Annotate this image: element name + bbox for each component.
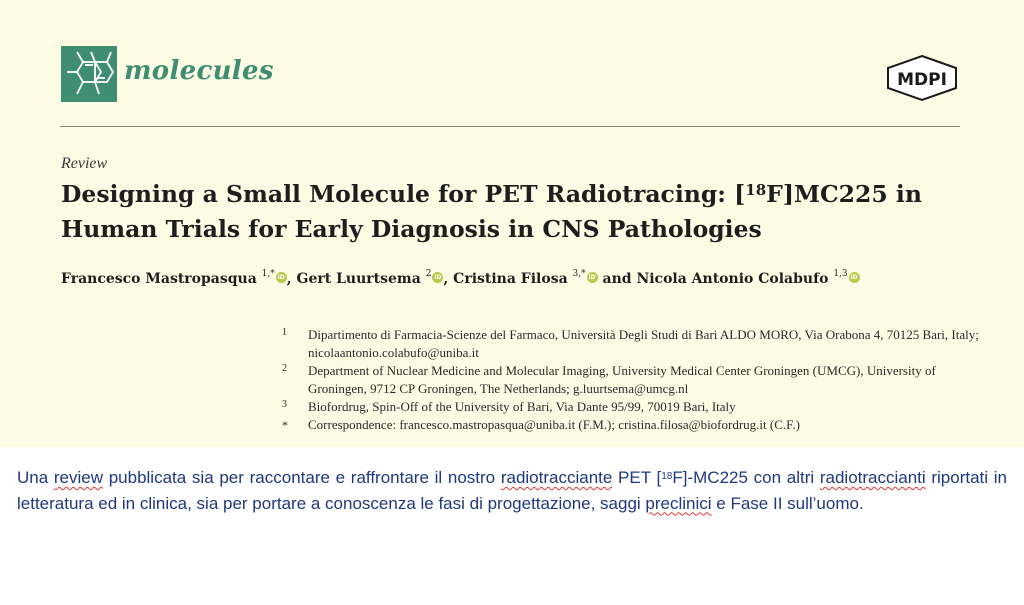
caption-segment: Una [17,468,54,487]
affiliation-mark: 2 [282,363,287,374]
caption-segment: pubblicata sia per raccontare e raffrontare il nostro [103,468,501,487]
affiliation-item [282,326,982,362]
orcid-icon[interactable]: iD [850,273,858,281]
caption-segment: e Fase II sull’uomo. [711,493,864,513]
affiliation-text: Department of Nuclear Medicine and Molecular Imaging, University Medical Center Groningen (UMCG), University of Groningen, 9712 CP Groningen, The Netherlands; g.luurtsema@umcg.nl [308,363,936,396]
author-list [61,271,981,287]
affiliation-item [282,362,982,398]
caption-segment: riportati in letteratura ed in clinica, sia per portare a conoscenza le fasi di progettazione, saggi [17,468,1007,513]
caption-text [17,465,1007,516]
spellcheck-word: radiotraccianti [819,468,926,487]
orcid-icon[interactable]: iD [588,273,596,281]
author-separator: , [286,271,297,287]
author-affiliation-mark: 2 [425,269,432,279]
affiliation-text: Dipartimento di Farmacia-Scienze del Farmaco, Università Degli Studi di Bari ALDO MORO, Via Orabona 4, 70125 Bari, Italy; nicolaantonio.colabufo@uniba.it [308,327,979,360]
molecules-logo-icon [61,46,117,102]
journal-name: molecules [124,56,274,86]
publisher-name: MDPI [897,70,947,90]
spellcheck-word: preclinici [645,493,712,513]
author: Francesco Mastropasqua [61,271,257,287]
orcid-icon[interactable]: iD [277,273,285,281]
affiliations [282,326,982,434]
caption-segment: PET [ [612,468,662,487]
author-affiliation-mark: 1,* [261,269,275,279]
caption-segment: F]-MC225 con altri [672,468,820,487]
affiliation-item [282,398,982,416]
author-affiliation-mark: 3,* [572,269,586,279]
author: Cristina Filosa [453,271,568,287]
spellcheck-word: review [53,468,104,487]
author-separator: and [597,271,637,287]
affiliation-mark: 3 [282,399,287,410]
title-part-2: F]MC225 in Human Trials for Early Diagnosis in CNS Pathologies [61,180,922,243]
orcid-icon[interactable]: iD [434,273,442,281]
caption-isotope: 18 [661,471,673,482]
article-type: Review [61,155,108,172]
title-part-1: Designing a Small Molecule for PET Radiotracing: [ [61,180,746,208]
header-divider [60,126,960,127]
mdpi-logo [884,54,960,102]
author-separator: , [443,271,454,287]
author-affiliation-mark: 1,3 [833,269,848,279]
title-isotope: 18 [745,181,767,199]
correspondence-text: Correspondence: francesco.mastropasqua@uniba.it (F.M.); cristina.filosa@biofordrug.it (C.F.) [308,417,800,432]
spellcheck-word: radiotracciante [500,468,613,487]
correspondence-mark: * [282,418,288,432]
correspondence-item [282,416,982,434]
affiliation-mark: 1 [282,327,287,338]
author: Nicola Antonio Colabufo [636,271,829,287]
author: Gert Luurtsema [296,271,421,287]
article-title [61,177,981,247]
affiliation-text: Biofordrug, Spin-Off of the University of Bari, Via Dante 95/99, 70019 Bari, Italy [308,399,736,414]
